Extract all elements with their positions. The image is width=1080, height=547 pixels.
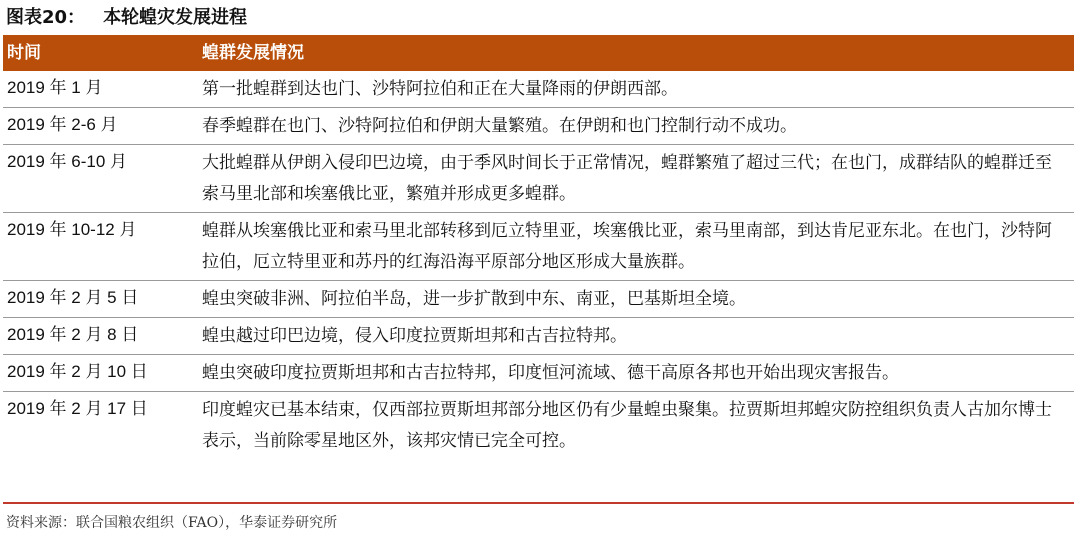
row-description: 蝗群从埃塞俄比亚和索马里北部转移到厄立特里亚，埃塞俄比亚，索马里南部，到达肯尼亚东北。在也门，沙特阿拉伯，厄立特里亚和苏丹的红海沿海平原部分地区形成大量族群。 — [202, 221, 1052, 272]
row-description: 蝗虫突破印度拉贾斯坦邦和古吉拉特邦，印度恒河流域、德干高原各邦也开始出现灾害报告。 — [202, 363, 899, 383]
table-row — [3, 392, 1074, 459]
row-description: 蝗虫突破非洲、阿拉伯半岛，进一步扩散到中东、南亚，巴基斯坦全境。 — [202, 289, 746, 309]
row-time: 2019 年 2 月 17 日 — [7, 399, 148, 418]
figure-title — [6, 4, 247, 32]
row-description: 印度蝗灾已基本结束，仅西部拉贾斯坦邦部分地区仍有少量蝗虫聚集。拉贾斯坦邦蝗灾防控组织负责人古加尔博士表示，当前除零星地区外，该邦灾情已完全可控。 — [202, 400, 1052, 451]
figure-label: 图表20： — [6, 7, 86, 28]
row-description: 第一批蝗群到达也门、沙特阿拉伯和正在大量降雨的伊朗西部。 — [202, 79, 678, 99]
table-row — [3, 71, 1074, 108]
row-time: 2019 年 2-6 月 — [7, 115, 118, 134]
table-row — [3, 281, 1074, 318]
table-row — [3, 355, 1074, 392]
row-description: 大批蝗群从伊朗入侵印巴边境，由于季风时间长于正常情况，蝗群繁殖了超过三代；在也门，成群结队的蝗群迁至索马里北部和埃塞俄比亚，繁殖并形成更多蝗群。 — [202, 153, 1052, 204]
table-header — [3, 35, 1074, 71]
row-time: 2019 年 2 月 10 日 — [7, 362, 148, 381]
header-time: 时间 — [7, 43, 41, 63]
row-time: 2019 年 2 月 5 日 — [7, 288, 139, 307]
figure-title-text: 本轮蝗灾发展进程 — [103, 7, 248, 28]
table-bottom-rule — [3, 502, 1074, 504]
row-description: 蝗虫越过印巴边境，侵入印度拉贾斯坦邦和古吉拉特邦。 — [202, 326, 627, 346]
source-note: 资料来源：联合国粮农组织（FAO），华泰证券研究所 — [6, 515, 338, 531]
row-description: 春季蝗群在也门、沙特阿拉伯和伊朗大量繁殖。在伊朗和也门控制行动不成功。 — [202, 116, 797, 136]
row-time: 2019 年 2 月 8 日 — [7, 325, 139, 344]
table-row — [3, 108, 1074, 145]
row-time: 2019 年 1 月 — [7, 78, 103, 97]
row-time: 2019 年 10-12 月 — [7, 220, 137, 239]
table-row — [3, 318, 1074, 355]
table-row — [3, 145, 1074, 213]
row-time: 2019 年 6-10 月 — [7, 152, 128, 171]
table-body — [3, 71, 1074, 459]
table-row — [3, 213, 1074, 281]
header-situation: 蝗群发展情况 — [202, 43, 304, 63]
